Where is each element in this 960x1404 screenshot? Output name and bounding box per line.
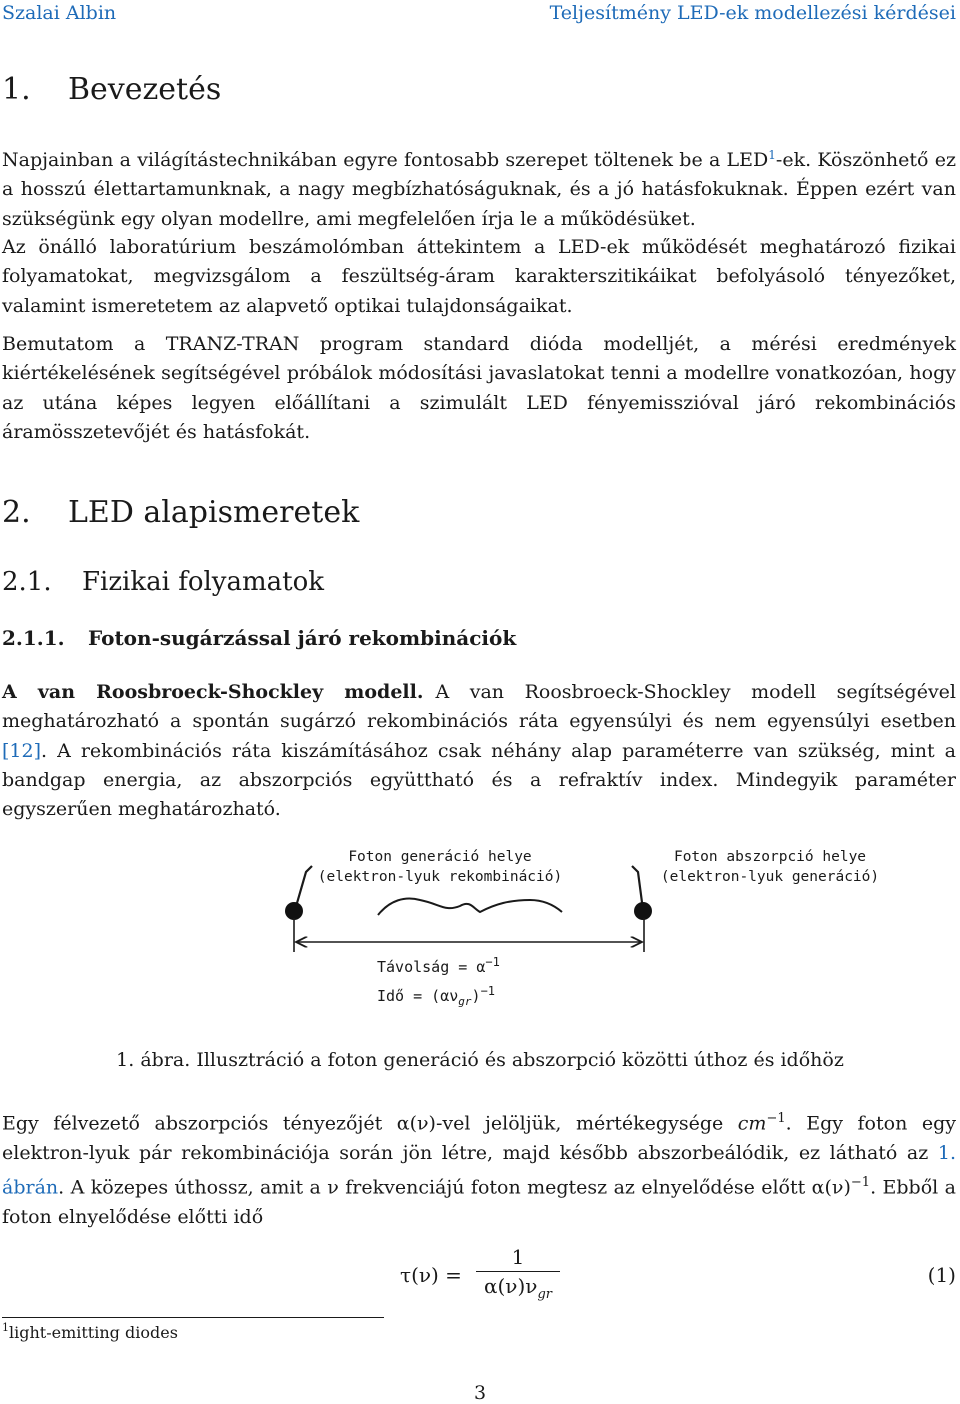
subsubsection-number: 2.1.1.	[2, 626, 65, 650]
section-number: 1.	[2, 72, 31, 107]
paragraph	[2, 1104, 956, 1232]
formula-text: Idő = (αν	[377, 987, 459, 1005]
runin-heading: A van Roosbroeck-Shockley modell.	[2, 681, 424, 703]
unit: cm	[737, 1112, 767, 1135]
equation-numerator: 1	[511, 1245, 525, 1269]
section-number: 2.	[2, 495, 31, 530]
formula-exponent: −1	[485, 955, 500, 969]
formula-text: Távolság = α	[377, 958, 486, 976]
paragraph	[2, 141, 956, 234]
paragraph	[2, 678, 956, 824]
section-heading-1	[2, 72, 221, 107]
generation-point	[285, 902, 303, 920]
text-run: -ek. Köszönhető ez a hosszú élettartamunknak, a nagy megbízhatóságuknak, és a jó hatásfokuknak. Éppen ezért van szükségünk egy olyan modellre, ami megfelelően írja le a működésüket.	[2, 149, 956, 230]
figure-caption-text: Illusztráció a foton generáció és abszorpció közötti úthoz és időhöz	[196, 1049, 844, 1071]
section-heading-2	[2, 495, 359, 530]
formula-text: )	[471, 987, 481, 1005]
denominator-text: α(ν)ν	[484, 1274, 538, 1298]
citation-link[interactable]: [12]	[2, 739, 42, 762]
text-run: A van Roosbroeck-Shockley modell segítségével meghatározható a spontán sugárzó rekombinációs ráta egyensúlyi és nem egyensúlyi esetben	[2, 681, 956, 733]
figure-caption-label: 1. ábra.	[116, 1049, 191, 1071]
subsubsection-title: Foton-sugárzással járó rekombinációk	[88, 626, 517, 650]
running-header-title: Teljesítmény LED-ek modellezési kérdései	[549, 2, 956, 24]
footnote-mark: 1	[2, 1321, 9, 1334]
formula-subscript: gr	[458, 995, 472, 1008]
formula-exponent: −1	[480, 984, 496, 998]
exponent: −1	[850, 1174, 871, 1190]
footnote-text: light-emitting diodes	[9, 1323, 178, 1342]
footnote	[2, 1321, 178, 1342]
label-line: (elektron-lyuk rekombináció)	[317, 869, 563, 885]
label-line: Foton generáció helye	[348, 849, 532, 865]
photon-wave	[378, 899, 562, 915]
section-title: Bevezetés	[68, 72, 222, 107]
page-number: 3	[473, 1382, 487, 1404]
text-run: . Ebből a foton elnyelődése előtti idő	[2, 1176, 956, 1228]
footnote-rule	[2, 1317, 384, 1318]
subsection-heading	[2, 567, 324, 597]
section-title: LED alapismeretek	[68, 495, 360, 530]
equation-denominator	[476, 1271, 560, 1302]
equation-fraction	[476, 1245, 560, 1302]
subsubsection-heading	[2, 626, 516, 650]
paragraph: Az önálló laboratúrium beszámolómban áttekintem a LED-ek működését meghatározó fizikai folyamatokat, megvizsgálom a feszültség-áram karakterszitikáikat befolyásoló tényezőket, valamint ismeretetem az alapvető optikai tulajdonságaikat.	[2, 236, 956, 317]
subsection-number: 2.1.	[2, 567, 52, 597]
running-header-author: Szalai Albin	[2, 2, 117, 24]
paragraph: Bemutatom a TRANZ-TRAN program standard dióda modelljét, a mérési eredmények kiértékelésének segítségével próbálok módosítási javaslatokat tenni a modellre vonatkozóan, hogy az utána képes legyen előállítani a szimulált LED fényemisszióval járó rekombinációs áramösszetevőjét és hatásfokát.	[2, 333, 956, 443]
equation-lhs: τ(ν) =	[400, 1263, 462, 1287]
footnote-mark[interactable]: 1	[768, 148, 776, 162]
label-line: Foton abszorpció helye	[673, 849, 867, 865]
figure-formulas	[377, 950, 500, 1014]
text-run: . A közepes úthossz, amit a ν frekvenciájú foton megtesz az elnyelődése előtt α(ν)	[58, 1176, 851, 1199]
text-run: Egy félvezető abszorpciós tényezőjét α(ν)-vel jelöljük, mértékegysége	[2, 1112, 738, 1135]
time-formula	[377, 979, 500, 1014]
subsection-title: Fizikai folyamatok	[82, 567, 324, 597]
absorption-point	[634, 902, 652, 920]
text-run: Napjainban a világítástechnikában egyre fontosabb szerepet töltenek be a LED	[2, 149, 769, 171]
distance-formula	[377, 950, 500, 979]
figure-reference-link[interactable]: 1. ábrán	[2, 1141, 956, 1199]
label-line: (elektron-lyuk generáció)	[660, 869, 880, 885]
denominator-subscript: gr	[537, 1287, 552, 1302]
equation-number: (1)	[927, 1263, 956, 1287]
text-run: . A rekombinációs ráta kiszámításához csak néhány alap paraméterre van szükség, mint a bandgap energia, az abszorpciós együttható és a refraktív index. Mindegyik paraméter egyszerűen meghatározható.	[2, 739, 956, 821]
figure-caption	[0, 1049, 960, 1071]
exponent: −1	[766, 1111, 786, 1126]
text-run: . Egy foton egy elektron-lyuk pár rekombinációja során jön létre, majd később abszorbeálódik, ez látható az	[2, 1112, 956, 1164]
